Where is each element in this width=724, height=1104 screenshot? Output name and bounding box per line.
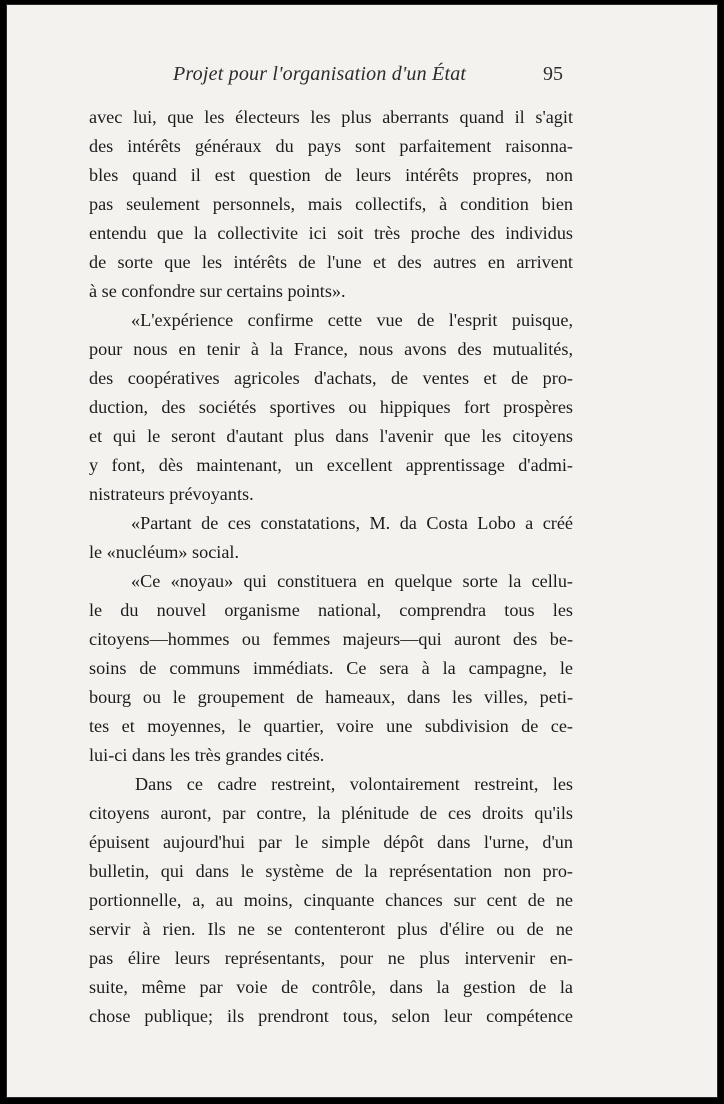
text-line: pour nous en tenir à la France, nous avons des mutualités,: [89, 339, 573, 359]
text-line: tes et moyennes, le quartier, voire une subdivision de ce-: [89, 716, 573, 736]
text-line: lui-ci dans les très grandes cités.: [89, 745, 325, 765]
text-line: servir à rien. Ils ne se contenteront plus d'élire ou de ne: [89, 919, 573, 939]
text-line: pas élire leurs représentants, pour ne plus intervenir en-: [89, 948, 573, 968]
text-line: à se confondre sur certains points».: [89, 281, 346, 301]
text-line: «Partant de ces constatations, M. da Costa Lobo a créé: [131, 513, 573, 533]
text-line: «L'expérience confirme cette vue de l'esprit puisque,: [131, 310, 573, 330]
text-line: «Ce «noyau» qui constituera en quelque sorte la cellu-: [131, 571, 573, 591]
text-line: bourg ou le groupement de hameaux, dans les villes, peti-: [89, 687, 573, 707]
book-page: [6, 4, 718, 1098]
text-line: y font, dès maintenant, un excellent apprentissage d'admi-: [89, 455, 573, 475]
text-line: des coopératives agricoles d'achats, de ventes et de pro-: [89, 368, 573, 388]
text-line: portionnelle, a, au moins, cinquante chances sur cent de ne: [89, 890, 573, 910]
running-title: Projet pour l'organisation d'un État: [173, 63, 467, 85]
text-line: bles quand il est question de leurs intérêts propres, non: [89, 165, 573, 185]
text-line: soins de communs immédiats. Ce sera à la campagne, le: [89, 658, 573, 678]
text-line: citoyens—hommes ou femmes majeurs—qui auront des be-: [89, 629, 573, 649]
text-line: avec lui, que les électeurs les plus aberrants quand il s'agit: [89, 107, 573, 127]
text-line: duction, des sociétés sportives ou hippiques fort prospères: [89, 397, 573, 417]
text-line: suite, même par voie de contrôle, dans la gestion de la: [89, 977, 573, 997]
text-line: bulletin, qui dans le système de la représentation non pro-: [89, 861, 573, 881]
text-line: pas seulement personnels, mais collectifs, à condition bien: [89, 194, 573, 214]
text-line: citoyens auront, par contre, la plénitude de ces droits qu'ils: [89, 803, 573, 823]
text-line: chose publique; ils prendront tous, selon leur compétence: [89, 1006, 573, 1026]
text-line: entendu que la collectivite ici soit très proche des individus: [89, 223, 573, 243]
text-line: Dans ce cadre restreint, volontairement restreint, les: [135, 774, 573, 794]
text-line: le du nouvel organisme national, comprendra tous les: [89, 600, 573, 620]
page-header: [7, 63, 717, 93]
body-text: [89, 103, 573, 1031]
text-line: le «nucléum» social.: [89, 542, 240, 562]
page-number: 95: [543, 63, 563, 85]
text-line: des intérêts généraux du pays sont parfaitement raisonna-: [89, 136, 573, 156]
text-line: nistrateurs prévoyants.: [89, 484, 254, 504]
text-line: et qui le seront d'autant plus dans l'avenir que les citoyens: [89, 426, 573, 446]
text-line: épuisent aujourd'hui par le simple dépôt dans l'urne, d'un: [89, 832, 573, 852]
text-line: de sorte que les intérêts de l'une et des autres en arrivent: [89, 252, 573, 272]
